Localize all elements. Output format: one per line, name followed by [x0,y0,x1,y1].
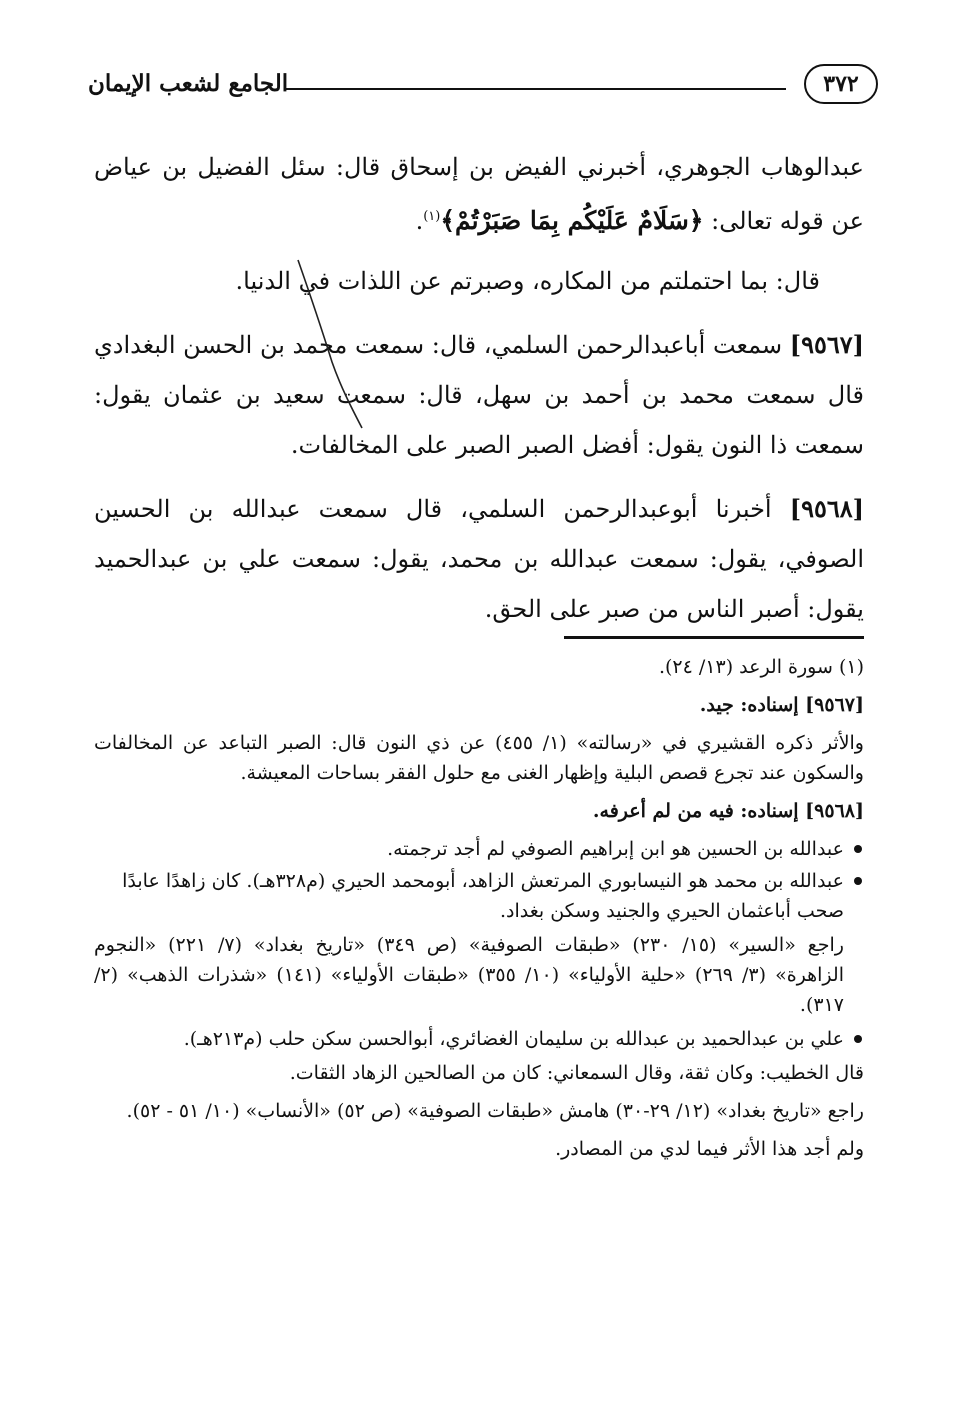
list-item [94,866,864,926]
paragraph-1 [94,142,864,246]
closing-note: ولم أجد هذا الأثر فيما لدي من المصادر. [555,1138,864,1160]
khatib-note: قال الخطيب: وكان ثقة، وقال السمعاني: كان من الصالحين الزهاد الثقات. [289,1062,864,1084]
narrator-list-2 [94,1024,864,1054]
paragraph-1-end: . [415,207,424,235]
list-item [94,1024,864,1054]
references-1: راجع «السير» (١٥/ ٢٣٠) «طبقات الصوفية» (ص ٣٤٩) «تاريخ بغداد» (٧/ ٢٢١) «النجوم الزاهرة» (٣/ ٢٦٩) «حلية الأولياء» (١٠/ ٣٥٥) «طبقات الأولياء» (١٤١) «شذرات الذهب» (٢/ ٣١٧). [94,934,844,1016]
list-item [94,834,864,864]
paragraph-2: قال: بما احتملتم من المكاره، وصبرتم عن اللذات في الدنيا. [235,267,820,295]
paragraph-9567-text: سمعت أباعبدالرحمن السلمي، قال: سمعت محمد بن الحسن البغدادي قال سمعت محمد بن أحمد بن سهل، قال: سمعت سعيد بن عثمان يقول: سمعت ذا النون يقول: أفضل الصبر الصبر على المخالفات. [94,331,864,459]
hadith-number-9567: [٩٥٦٧] [789,330,864,359]
book-title: الجامع لشعب الإيمان [88,70,289,97]
footnote-1: (١) سورة الرعد (١٣/ ٢٤). [658,656,864,678]
narrator-abdullah-ibn-muhammad: عبدالله بن محمد هو النيسابوري المرتعش الزاهد، أبومحمد الحيري (م٣٢٨هـ). كان زاهدًا عابدًا صحب أباعثمان الحيري والجنيد وسكن بغداد. [122,870,844,922]
note-9567-heading: [٩٥٦٧] إسناده: جيد. [699,694,864,716]
note-9567-text: والأثر ذكره القشيري في «رسالته» (١/ ٤٥٥) عن ذي النون قال: الصبر التباعد عن المخالفات والسكون عند تجرع قصص البلية وإظهار الغنى مع حلول الفقر بساحات المعيشة. [94,732,864,784]
references-2: راجع «تاريخ بغداد» (١٢/ ٢٩-٣٠) هامش «طبقات الصوفية» (ص ٥٢) «الأنساب» (١٠/ ٥١ - ٥٢). [126,1100,864,1122]
quran-verse: ﴿سَلَامٌ عَلَيْكُم بِمَا صَبَرْتُمْ﴾ [440,206,704,235]
footnote-ref-1: (١) [423,209,441,224]
main-text [94,142,864,648]
hadith-number-9568: [٩٥٦٨] [789,494,864,523]
paragraph-9567 [94,320,864,470]
paragraph-9568-text: أخبرنا أبوعبدالرحمن السلمي، قال سمعت عبدالله بن الحسين الصوفي، يقول: سمعت عبدالله بن محمد، يقول: سمعت علي بن عبدالحميد يقول: أصبر الناس من صبر على الحق. [94,495,864,623]
paragraph-9568 [94,484,864,634]
narrator-abdullah-ibn-al-husayn: عبدالله بن الحسين هو ابن إبراهيم الصوفي لم أجد ترجمته. [387,838,844,860]
paragraph-1-text: عبدالوهاب الجوهري، أخبرني الفيض بن إسحاق قال: سئل الفضيل بن عياض عن قوله تعالى: [94,153,864,235]
page-number: ٣٧٢ [804,64,878,104]
page-header [88,58,878,118]
note-9568-heading: [٩٥٦٨] إسناده: فيه من لم أعرفه. [592,800,864,822]
footnotes [94,652,864,1172]
narrator-ali-ibn-abdulhamid: علي بن عبدالحميد بن عبدالله بن سليمان الغضائري، أبوالحسن سكن حلب (م٢١٣هـ). [183,1028,844,1050]
header-rule [286,88,786,90]
narrator-list [94,834,864,926]
